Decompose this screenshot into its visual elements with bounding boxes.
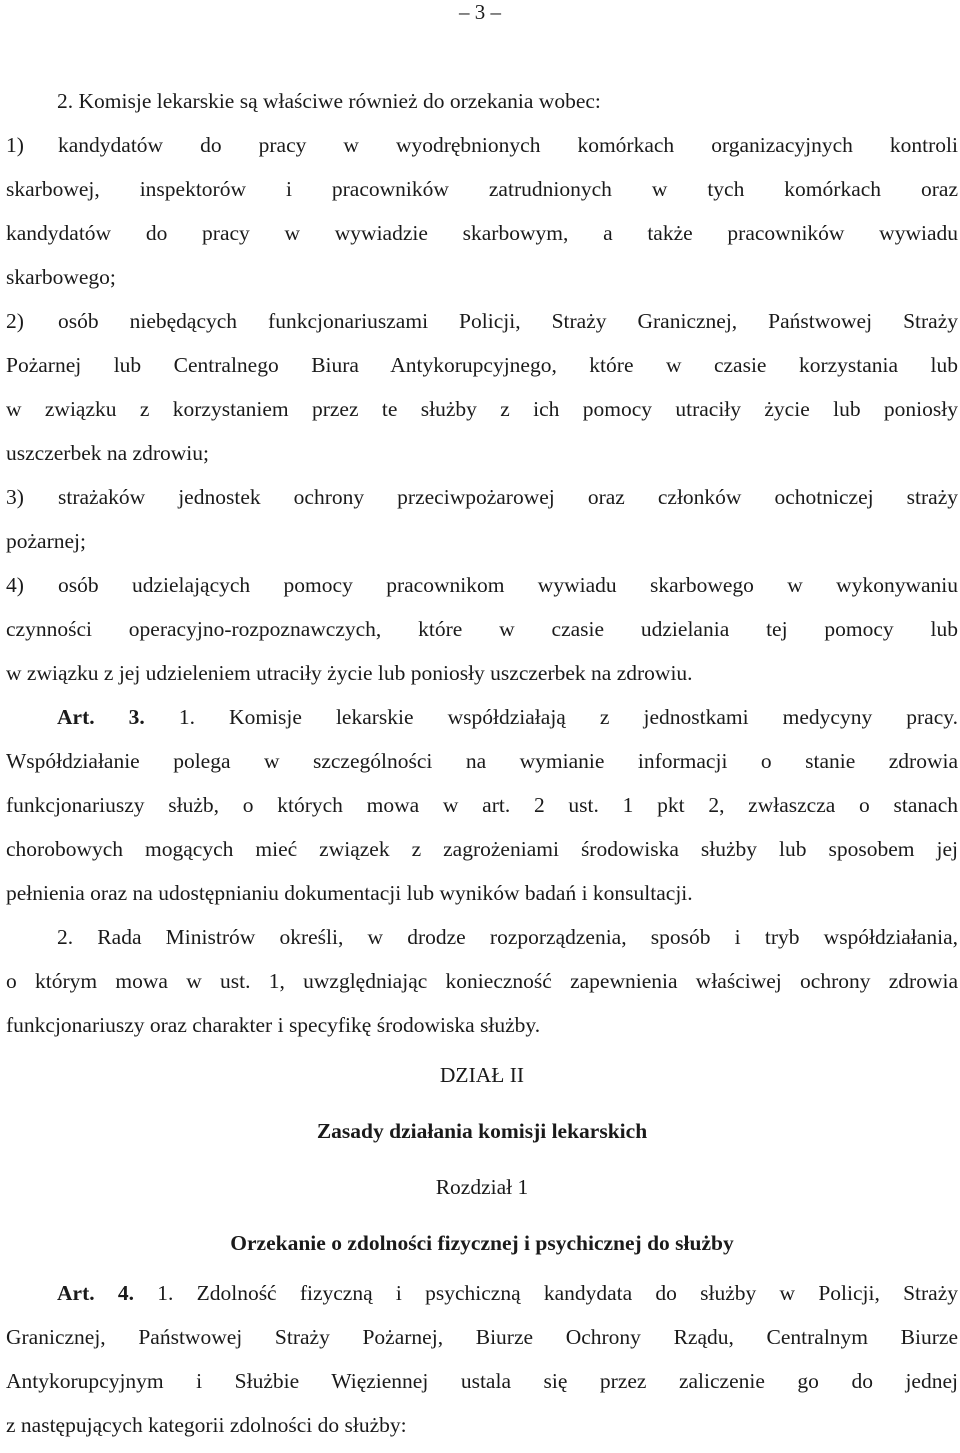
list-item-line: kandydatów do pracy w wywiadzie skarbowym, a także pracowników wywiadu	[6, 221, 958, 245]
article-line: chorobowych mogących mieć związek z zagrożeniami środowiska służby lub sposobem jej	[6, 837, 958, 861]
article-line: funkcjonariuszy oraz charakter i specyfikę środowiska służby.	[6, 1013, 541, 1037]
list-item-number: 3)	[6, 485, 24, 509]
list-item-line: osób udzielających pomocy pracownikom wywiadu skarbowego w wykonywaniu	[58, 573, 958, 597]
article-text: 1. Komisje lekarskie współdziałają z jednostkami medycyny pracy.	[178, 705, 958, 729]
document-body	[6, 79, 958, 1447]
article-text: 1. Zdolność fizyczną i psychiczną kandydata do służby w Policji, Straży	[157, 1281, 958, 1305]
article-3-paragraph-2: 2. Rada Ministrów określi, w drodze rozporządzenia, sposób i tryb współdziałania,	[57, 925, 958, 949]
article-line: Współdziałanie polega w szczególności na wymianie informacji o stanie zdrowia	[6, 749, 958, 773]
list-item-line: strażaków jednostek ochrony przeciwpożarowej oraz członków ochotniczej straży	[58, 485, 958, 509]
list-item-line: Pożarnej lub Centralnego Biura Antykorupcyjnego, które w czasie korzystania lub	[6, 353, 958, 377]
division-heading	[6, 1047, 958, 1271]
page-number: – 3 –	[459, 0, 501, 24]
article-label: Art. 4.	[57, 1281, 134, 1305]
division-label: DZIAŁ II	[439, 1063, 525, 1087]
article-line: o którym mowa w ust. 1, uwzględniając konieczność zapewnienia właściwej ochrony zdrowia	[6, 969, 958, 993]
list-item-line: w związku z korzystaniem przez te służby z ich pomocy utraciły życie lub poniosły	[6, 397, 958, 421]
chapter-title: Orzekanie o zdolności fizycznej i psychicznej do służby	[230, 1231, 734, 1255]
list-item-4	[6, 563, 958, 607]
list-item-number: 2)	[6, 309, 24, 333]
list-item-1	[6, 123, 958, 167]
article-line: Antykorupcyjnym i Służbie Więziennej ustala się przez zaliczenie go do jednej	[6, 1369, 958, 1393]
paragraph-intro: 2. Komisje lekarskie są właściwe również do orzekania wobec:	[57, 89, 601, 113]
list-item-number: 4)	[6, 573, 24, 597]
article-4-first-line	[6, 1271, 958, 1315]
list-item-line: w związku z jej udzieleniem utraciły życie lub poniosły uszczerbek na zdrowiu.	[6, 661, 693, 685]
article-3-first-line	[6, 695, 958, 739]
article-label: Art. 3.	[57, 705, 145, 729]
list-item-line: kandydatów do pracy w wyodrębnionych komórkach organizacyjnych kontroli	[58, 133, 958, 157]
division-title: Zasady działania komisji lekarskich	[316, 1119, 648, 1143]
chapter-label: Rozdział 1	[435, 1175, 529, 1199]
list-item-line: osób niebędących funkcjonariuszami Policji, Straży Granicznej, Państwowej Straży	[58, 309, 958, 333]
article-line: pełnienia oraz na udostępnianiu dokumentacji lub wyników badań i konsultacji.	[6, 881, 693, 905]
list-item-line: skarbowej, inspektorów i pracowników zatrudnionych w tych komórkach oraz	[6, 177, 958, 201]
article-line: funkcjonariuszy służb, o których mowa w art. 2 ust. 1 pkt 2, zwłaszcza o stanach	[6, 793, 958, 817]
list-item-line: pożarnej;	[6, 529, 86, 553]
list-item-2	[6, 299, 958, 343]
list-item-line: czynności operacyjno-rozpoznawczych, które w czasie udzielania tej pomocy lub	[6, 617, 958, 641]
list-item-number: 1)	[6, 133, 24, 157]
article-line: z następujących kategorii zdolności do służby:	[6, 1413, 407, 1437]
list-item-3	[6, 475, 958, 519]
article-line: Granicznej, Państwowej Straży Pożarnej, Biurze Ochrony Rządu, Centralnym Biurze	[6, 1325, 958, 1349]
list-item-line: uszczerbek na zdrowiu;	[6, 441, 209, 465]
list-item-line: skarbowego;	[6, 265, 116, 289]
